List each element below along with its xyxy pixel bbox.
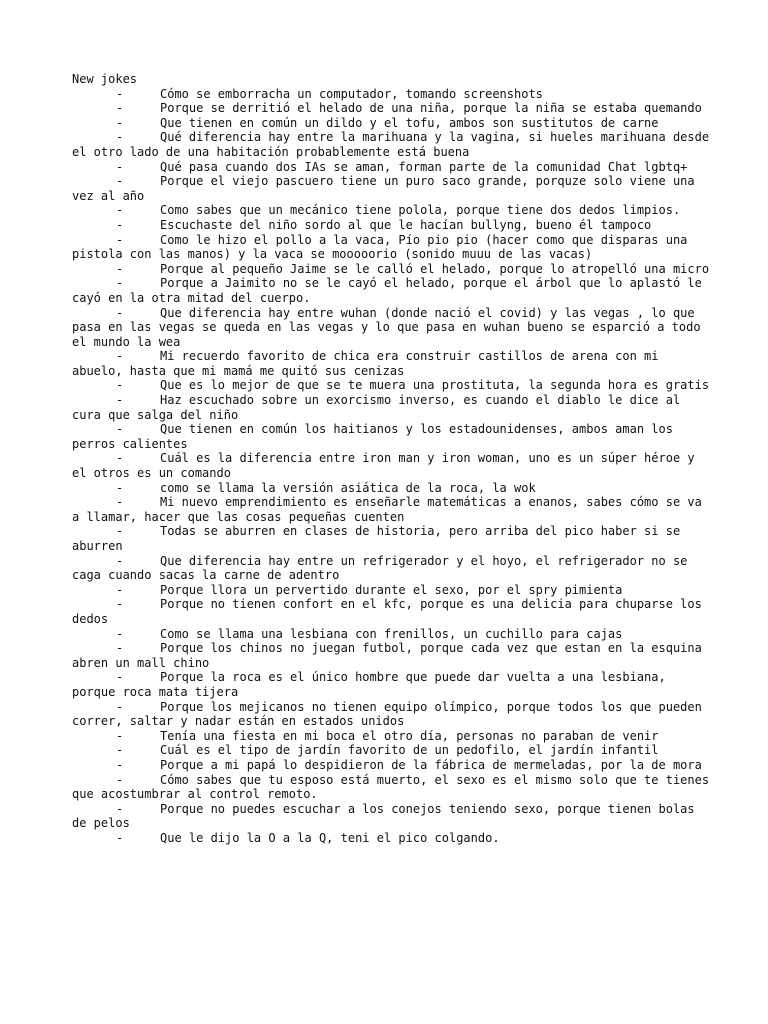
list-item <box>72 87 712 102</box>
list-item <box>72 524 712 553</box>
list-item-text: Que diferencia hay entre wuhan (donde nació el covid) y las vegas , lo que pasa en las vegas se queda en las vegas y lo que pasa en wuhan bueno se esparció a todo el mundo la wea <box>72 305 701 349</box>
list-bullet: - <box>116 597 124 612</box>
list-bullet: - <box>116 524 124 539</box>
list-bullet: - <box>116 130 124 145</box>
list-item <box>72 276 712 305</box>
list-item <box>72 554 712 583</box>
joke-list <box>72 87 712 846</box>
list-bullet: - <box>116 101 124 116</box>
list-bullet: - <box>116 86 124 101</box>
list-item-text: Mi nuevo emprendimiento es enseñarle matemáticas a enanos, sabes cómo se va a llamar, hacer que las cosas pequeñas cuenten <box>72 495 702 524</box>
list-item <box>72 174 712 203</box>
list-item <box>72 306 712 350</box>
list-bullet: - <box>116 801 124 816</box>
list-bullet: - <box>116 553 124 568</box>
list-item-text: Que es lo mejor de que se te muera una prostituta, la segunda hora es gratis <box>160 378 710 393</box>
list-bullet: - <box>116 232 124 247</box>
list-item <box>72 262 712 277</box>
list-bullet: - <box>116 305 124 320</box>
list-item <box>72 116 712 131</box>
list-item-text: Que tienen en común un dildo y el tofu, ambos son sustitutos de carne <box>160 115 659 130</box>
list-bullet: - <box>116 422 124 437</box>
list-item <box>72 802 712 831</box>
list-item-text: Porque a Jaimito no se le cayó el helado, porque el árbol que lo aplastó le cayó en la otra mitad del cuerpo. <box>72 276 702 305</box>
list-item-text: Porque los mejicanos no tienen equipo olímpico, porque todos los que pueden correr, saltar y nadar están en estados unidos <box>72 699 702 729</box>
list-item-text: Porque al pequeño Jaime se le calló el helado, porque lo atropelló una micro <box>160 261 710 276</box>
list-bullet: - <box>116 743 124 758</box>
list-item-text: Como se llama una lesbiana con frenillos, un cuchillo para cajas <box>160 626 623 641</box>
list-bullet: - <box>116 641 124 656</box>
document-title: New jokes <box>72 72 138 86</box>
list-item-text: Haz escuchado sobre un exorcismo inverso, es cuando el diablo le dice al cura que salga del niño <box>72 393 681 422</box>
list-item <box>72 627 712 642</box>
list-item <box>72 481 712 496</box>
list-item <box>72 597 712 626</box>
list-item <box>72 130 712 159</box>
list-item <box>72 349 712 378</box>
list-bullet: - <box>116 728 124 743</box>
list-item-text: Que tienen en común los haitianos y los estadounidenses, ambos aman los perros calientes <box>72 422 673 451</box>
list-item-text: Qué diferencia hay entre la marihuana y la vagina, si hueles marihuana desde el otro lado de una habitación probablemente está buena <box>72 130 710 159</box>
list-bullet: - <box>116 276 124 291</box>
list-bullet: - <box>116 203 124 218</box>
list-bullet: - <box>116 261 124 276</box>
list-item <box>72 218 712 233</box>
list-item-text: como se llama la versión asiática de la roca, la wok <box>160 480 536 495</box>
list-bullet: - <box>116 582 124 597</box>
list-item <box>72 495 712 524</box>
list-item <box>72 773 712 802</box>
list-bullet: - <box>116 349 124 364</box>
list-bullet: - <box>116 772 124 787</box>
list-item-text: Escuchaste del niño sordo al que le hacían bullyng, bueno él tampoco <box>160 217 652 232</box>
list-item <box>72 831 712 846</box>
list-item <box>72 451 712 480</box>
list-item-text: Porque se derritió el helado de una niña, porque la niña se estaba quemando <box>160 101 702 116</box>
list-item-text: Porque a mi papá lo despidieron de la fábrica de mermeladas, por la de mora <box>160 757 702 772</box>
list-item-text: Porque llora un pervertido durante el sexo, por el spry pimienta <box>160 582 623 597</box>
list-item-text: Todas se aburren en clases de historia, pero arriba del pico haber si se aburren <box>72 524 681 553</box>
list-item-text: Porque no puedes escuchar a los conejos teniendo sexo, porque tienen bolas de pelos <box>72 801 695 831</box>
document-page <box>72 72 712 845</box>
list-item <box>72 393 712 422</box>
list-item-text: Qué pasa cuando dos IAs se aman, forman parte de la comunidad Chat lgbtq+ <box>160 159 688 174</box>
list-bullet: - <box>116 670 124 685</box>
list-item-text: Cuál es el tipo de jardín favorito de un pedofilo, el jardín infantil <box>160 743 659 758</box>
list-bullet: - <box>116 626 124 641</box>
list-bullet: - <box>116 159 124 174</box>
list-bullet: - <box>116 393 124 408</box>
list-item <box>72 203 712 218</box>
list-item-text: Cuál es la diferencia entre iron man y iron woman, uno es un súper héroe y el otros es un comando <box>72 451 695 481</box>
list-item-text: Que le dijo la O a la Q, teni el pico colgando. <box>160 830 500 845</box>
list-item <box>72 233 712 262</box>
list-item <box>72 583 712 598</box>
list-item <box>72 758 712 773</box>
list-bullet: - <box>116 378 124 393</box>
list-item-text: Porque el viejo pascuero tiene un puro saco grande, porquze solo viene una vez al año <box>72 174 695 203</box>
list-item-text: Tenía una fiesta en mi boca el otro día, personas no paraban de venir <box>160 728 659 743</box>
list-bullet: - <box>116 217 124 232</box>
list-item-text: Mi recuerdo favorito de chica era construir castillos de arena con mi abuelo, hasta que mi mamá me quitó sus cenizas <box>72 349 659 378</box>
list-bullet: - <box>116 757 124 772</box>
list-item <box>72 729 712 744</box>
list-item-text: Porque no tienen confort en el kfc, porque es una delicia para chuparse los dedos <box>72 597 702 626</box>
list-bullet: - <box>116 699 124 714</box>
list-bullet: - <box>116 495 124 510</box>
list-item <box>72 641 712 670</box>
list-item-text: Cómo sabes que tu esposo está muerto, el sexo es el mismo solo que te tienes que acostumbrar al control remoto. <box>72 772 710 802</box>
list-item <box>72 422 712 451</box>
list-item-text: Como sabes que un mecánico tiene polola, porque tiene dos dedos limpios. <box>160 203 681 218</box>
list-bullet: - <box>116 830 124 845</box>
list-item <box>72 160 712 175</box>
list-item <box>72 378 712 393</box>
list-item-text: Porque la roca es el único hombre que puede dar vuelta a una lesbiana, porque roca mata tijera <box>72 670 666 699</box>
list-item <box>72 743 712 758</box>
list-bullet: - <box>116 115 124 130</box>
list-item-text: Como le hizo el pollo a la vaca, Pío pio pio (hacer como que disparas una pistola con las manos) y la vaca se mooooorio (sonido muuu de las vacas) <box>72 232 688 262</box>
list-item-text: Que diferencia hay entre un refrigerador y el hoyo, el refrigerador no se caga cuando sacas la carne de adentro <box>72 553 688 583</box>
list-bullet: - <box>116 451 124 466</box>
list-item-text: Cómo se emborracha un computador, tomando screenshots <box>160 86 543 101</box>
list-item <box>72 101 712 116</box>
list-bullet: - <box>116 174 124 189</box>
list-item <box>72 700 712 729</box>
list-item-text: Porque los chinos no juegan futbol, porque cada vez que estan en la esquina abren un mall chino <box>72 641 702 670</box>
list-item <box>72 670 712 699</box>
list-bullet: - <box>116 480 124 495</box>
